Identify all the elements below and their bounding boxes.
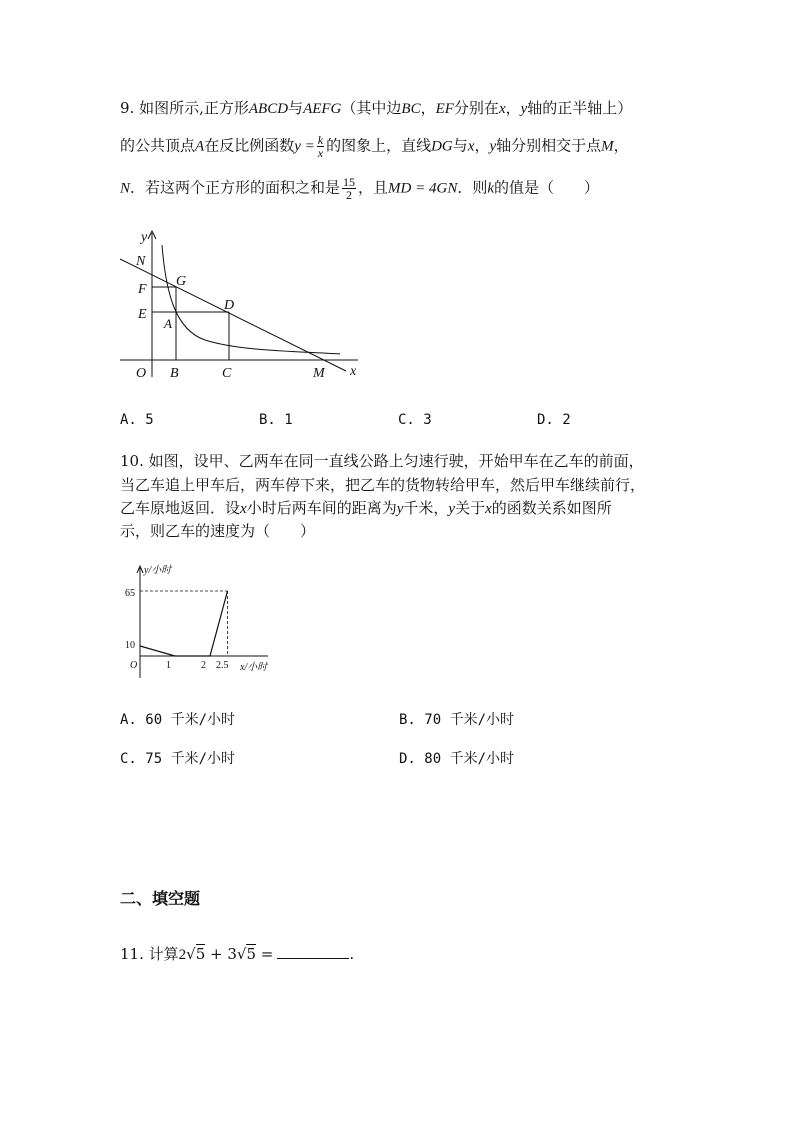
- graph-xtick-1: 1: [166, 660, 171, 671]
- q10-graph: [110, 560, 290, 685]
- graph-ytick-65: 65: [125, 588, 135, 599]
- graph-xtick-2: 2: [201, 660, 206, 671]
- section-2-title: 二、填空题: [120, 889, 201, 908]
- q10-option-a[interactable]: A. 60 千米/小时: [120, 712, 236, 728]
- graph-xtick-2-5: 2.5: [216, 660, 229, 671]
- q9-line-3: N．若这两个正方形的面积之和是 $\frac{15}{2}$ ，且MD = 4GN．则k的值是（ ）: [120, 175, 600, 202]
- q9-line-2: 的公共顶点A在反比例函数y = $\frac{k}{x}$ 的图象上，直线DG与x，y轴分别相交于点M，: [120, 133, 629, 160]
- sqrt-icon: √: [236, 945, 247, 963]
- sqrt-icon: √: [186, 945, 196, 963]
- graph-ytick-10: 10: [125, 640, 135, 651]
- q10-line-3: 乙车原地返回．设x小时后两车间的距离为y千米，y关于x的函数关系如图所: [120, 499, 612, 517]
- label-g: G: [176, 274, 187, 289]
- fifteen-halves-fraction: $\frac{15}{2}$: [343, 175, 356, 202]
- label-f: F: [138, 282, 147, 297]
- label-d: D: [224, 298, 235, 313]
- label-c: C: [222, 366, 232, 381]
- label-a: A: [164, 316, 172, 331]
- label-x: x: [350, 364, 357, 379]
- q10-line-2: 当乙车追上甲车后，两车停下来，把乙车的货物转给甲车，然后甲车继续前行，: [120, 476, 646, 494]
- graph-y-label: y/小时: [144, 565, 172, 576]
- line-dg: [120, 259, 346, 371]
- q10-line-1: 10. 如图，设甲、乙两车在同一直线公路上匀速行驶，开始甲车在乙车的前面，: [120, 452, 644, 470]
- q11-line: 11. 计算2√5 + 3√5 = .: [120, 945, 355, 963]
- k-over-x-fraction: $\frac{k}{x}$: [317, 133, 324, 160]
- label-b: B: [170, 366, 179, 381]
- label-m: M: [313, 366, 325, 381]
- label-n: N: [136, 254, 146, 269]
- graph-segment-3: [210, 591, 228, 656]
- q10-option-d[interactable]: D. 80 千米/小时: [399, 751, 515, 767]
- graph-segment-1: [140, 646, 175, 656]
- label-y: y: [141, 230, 148, 245]
- q10-option-c[interactable]: C. 75 千米/小时: [120, 751, 236, 767]
- graph-origin: O: [130, 660, 138, 671]
- q9-option-a[interactable]: A. 5: [120, 412, 154, 428]
- q9-option-d[interactable]: D. 2: [537, 412, 571, 428]
- q9-figure: [110, 225, 370, 385]
- hyperbola-curve: [162, 245, 340, 354]
- answer-blank[interactable]: [277, 944, 349, 959]
- q10-option-b[interactable]: B. 70 千米/小时: [399, 712, 515, 728]
- q9-option-c[interactable]: C. 3: [398, 412, 432, 428]
- label-e: E: [138, 307, 147, 322]
- q9-option-b[interactable]: B. 1: [259, 412, 293, 428]
- q9-line-1: 9. 如图所示,正方形ABCD与AEFG（其中边BC，EF分别在x，y轴的正半轴上）: [120, 99, 633, 117]
- graph-x-label: x/小时: [240, 662, 268, 673]
- q10-line-4: 示，则乙车的速度为（ ）: [120, 522, 316, 540]
- label-o: O: [136, 366, 147, 381]
